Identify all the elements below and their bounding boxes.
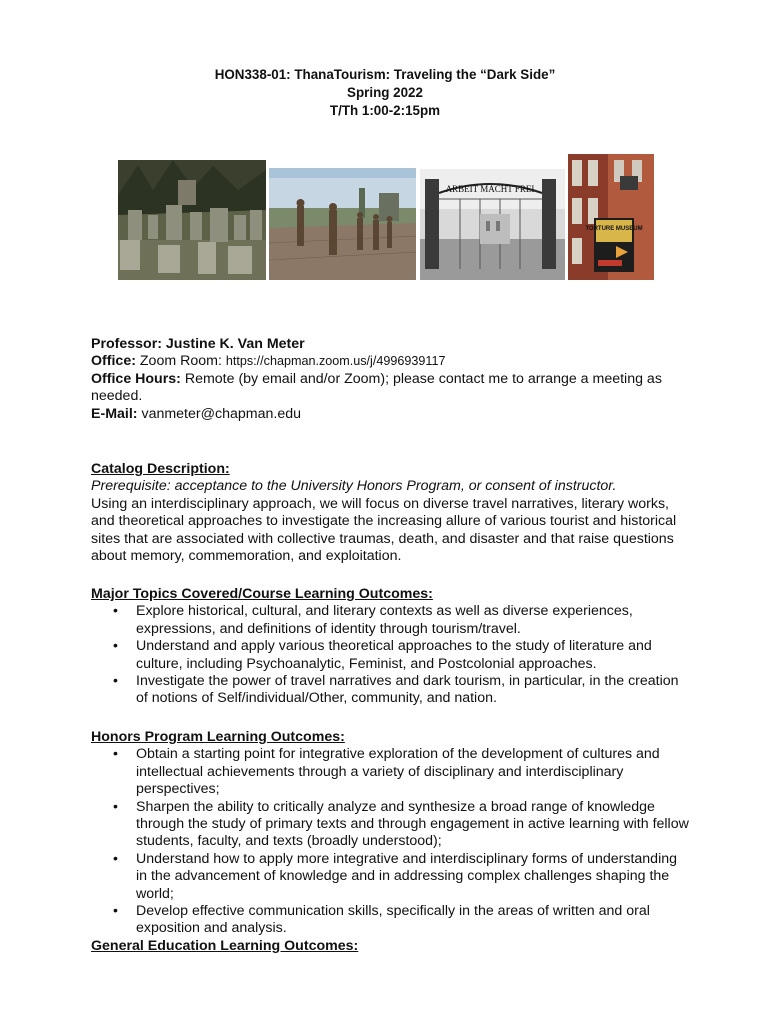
honors-list	[91, 746, 691, 937]
camp-gate-photo	[420, 169, 565, 280]
major-topics-list	[91, 603, 691, 707]
statues-waterfront-photo	[269, 168, 416, 280]
email-label: E-Mail:	[91, 405, 138, 422]
bullet-icon: •	[113, 798, 118, 815]
major-topics-heading: Major Topics Covered/Course Learning Outcomes:	[91, 586, 433, 602]
professor-label: Professor:	[91, 336, 162, 352]
contact-block	[91, 336, 691, 423]
bullet-icon: •	[113, 603, 118, 620]
email-line	[91, 406, 691, 423]
list-item: • Understand how to apply more integrative and interdisciplinary forms of understanding in the advancement of knowledge and in addressing complex challenges shaping the world;	[113, 850, 677, 902]
list-item: • Understand and apply various theoretical approaches to the study of literature and culture, including Psychoanalytic, Feminist, and Postcolonial approaches.	[113, 638, 652, 672]
course-term: Spring 2022	[347, 85, 423, 100]
office-label: Office:	[91, 353, 136, 370]
photo-strip	[118, 153, 654, 283]
catalog-heading: Catalog Description:	[91, 461, 230, 477]
catalog-prerequisite: Prerequisite: acceptance to the University Honors Program, or consent of instructor.	[91, 478, 617, 495]
bullet-icon: •	[113, 850, 118, 867]
course-schedule: T/Th 1:00-2:15pm	[329, 103, 441, 118]
catalog-text: Using an interdisciplinary approach, we will focus on diverse travel narratives, literary works, and theoretical approaches to investigate the increasing allure of various tourist and historical sites that are associated with collective traumas, death, and disaster and that raise questions about memory, commemoration, and exploitation.	[91, 495, 677, 565]
office-hours-line	[91, 371, 691, 406]
bullet-icon: •	[113, 903, 118, 920]
bullet-icon: •	[113, 673, 118, 690]
office-hours-label: Office Hours:	[91, 370, 181, 387]
torture-museum-photo	[568, 154, 654, 280]
course-title: HON338-01: ThanaTourism: Traveling the “Dark Side”	[214, 67, 556, 82]
general-ed-heading: General Education Learning Outcomes:	[91, 937, 359, 954]
professor-name: Justine K. Van Meter	[165, 336, 305, 352]
office-line	[91, 353, 691, 370]
cemetery-photo	[118, 160, 266, 280]
list-item: • Investigate the power of travel narratives and dark tourism, in particular, in the creation of notions of Self/individual/Other, community, and nation.	[113, 673, 679, 707]
office-hours-value: Remote (by email and/or Zoom); please contact me to arrange a meeting as needed.	[91, 370, 662, 405]
email-address[interactable]: vanmeter@chapman.edu	[141, 405, 301, 422]
camp-gate-sign-text: ARBEIT MACHT FREI	[445, 184, 535, 194]
catalog-section	[91, 461, 691, 565]
major-topics-section	[91, 586, 691, 708]
office-value: Zoom Room:	[139, 353, 222, 370]
bullet-icon: •	[113, 746, 118, 763]
torture-museum-sign-text: TORTURE MUSEUM	[585, 226, 643, 232]
bullet-icon: •	[113, 638, 118, 655]
zoom-link[interactable]: https://chapman.zoom.us/j/4996939117	[225, 354, 446, 369]
honors-heading: Honors Program Learning Outcomes:	[91, 729, 345, 745]
professor-line	[91, 336, 691, 353]
list-item: • Obtain a starting point for integrative exploration of the development of cultures and intellectual achievements through a variety of disciplinary and interdisciplinary perspectives;	[113, 746, 660, 798]
list-item: • Explore historical, cultural, and literary contexts as well as diverse experiences, expressions, and definitions of identity through tourism/travel.	[113, 603, 633, 637]
course-header	[0, 66, 770, 120]
list-item: • Develop effective communication skills, specifically in the areas of written and oral exposition and analysis.	[113, 903, 650, 937]
list-item: • Sharpen the ability to critically analyze and synthesize a broad range of knowledge through the study of primary texts and through engagement in active learning with fellow students, faculty, and texts (broadly understood);	[113, 798, 689, 850]
honors-section	[91, 729, 691, 955]
